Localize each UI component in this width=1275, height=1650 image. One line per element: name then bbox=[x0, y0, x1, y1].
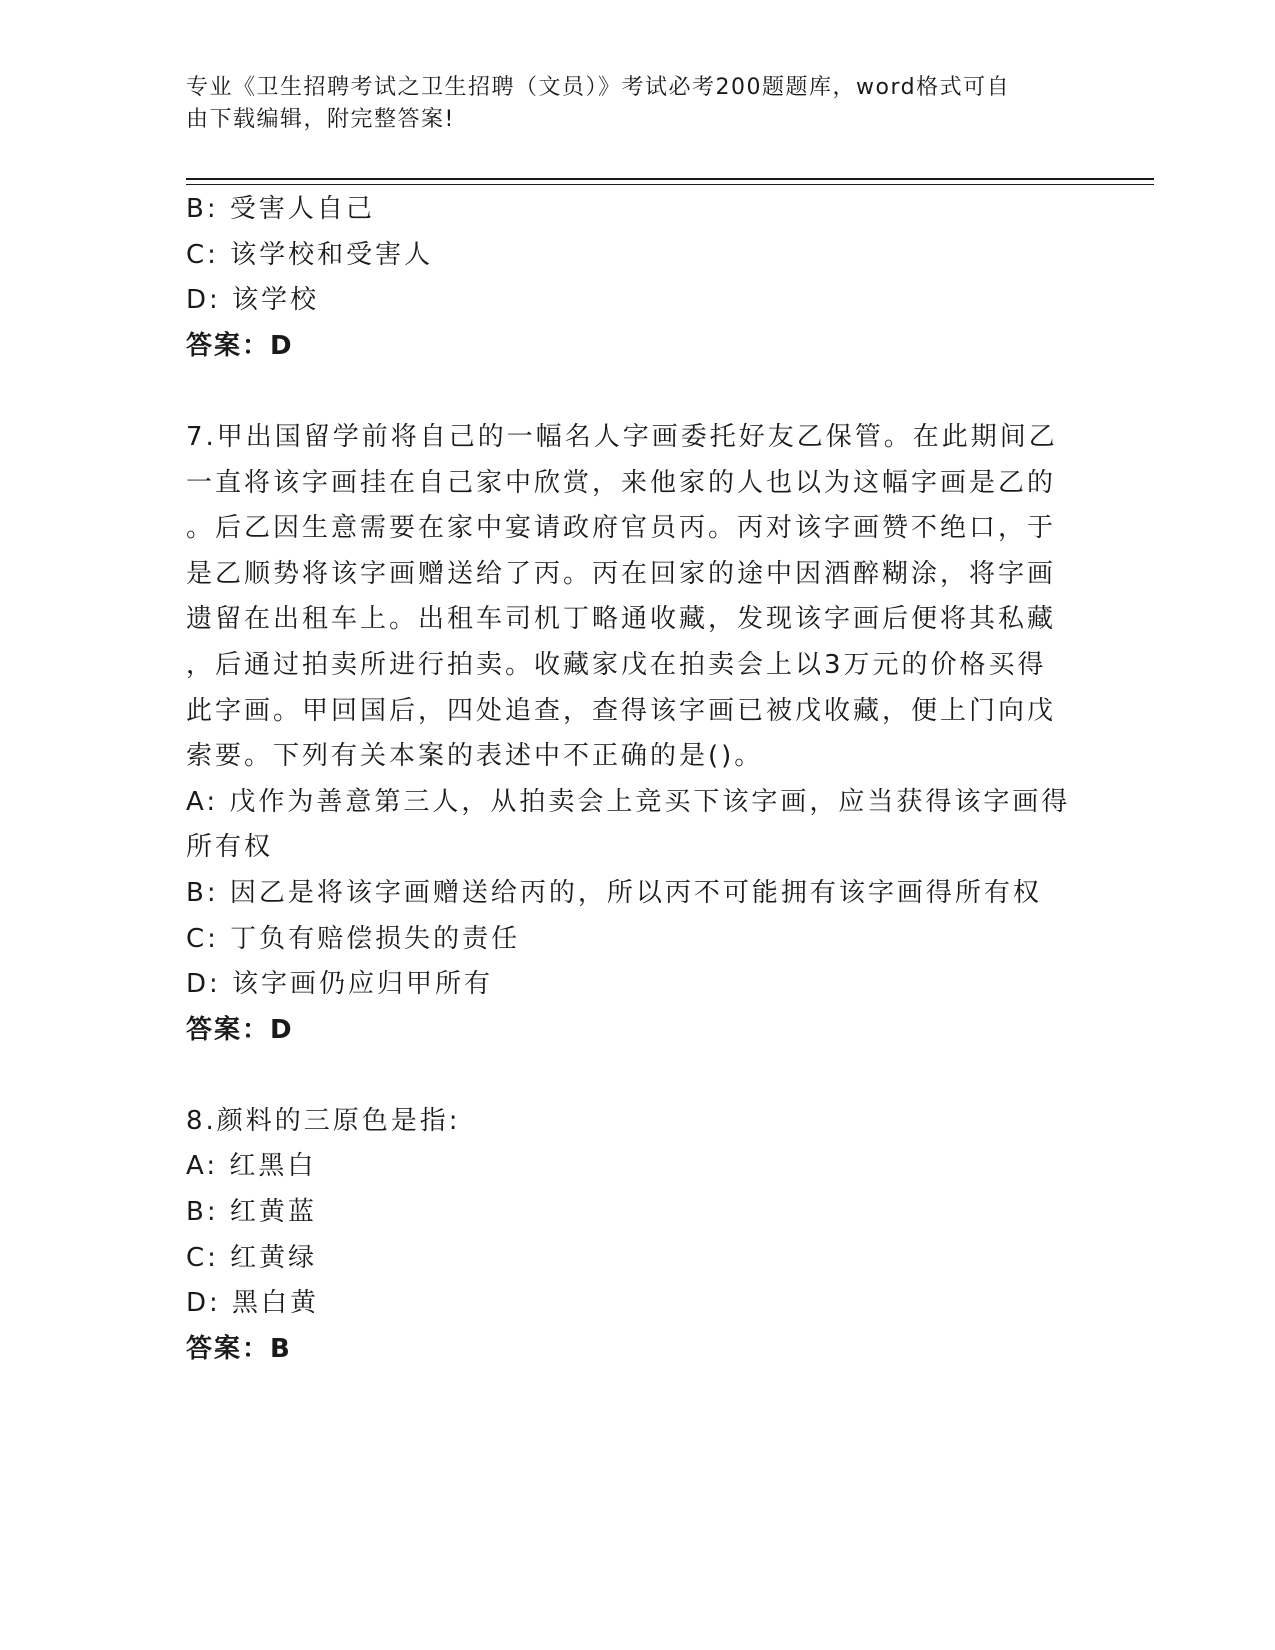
question-stem-line: 。后乙因生意需要在家中宴请政府官员丙。丙对该字画赞不绝口，于 bbox=[186, 513, 1057, 544]
option-c: C: 红黄绿 bbox=[186, 1242, 318, 1273]
option-c: C: 丁负有赔偿损失的责任 bbox=[186, 923, 521, 954]
spacer bbox=[186, 1053, 1086, 1099]
question-stem-line: 索要。下列有关本案的表述中不正确的是()。 bbox=[186, 741, 764, 772]
option-b: B: 因乙是将该字画赠送给丙的，所以丙不可能拥有该字画得所有权 bbox=[186, 877, 1042, 908]
answer-line: 答案：D bbox=[186, 330, 294, 361]
page-header bbox=[186, 72, 1076, 136]
header-divider-thin bbox=[186, 184, 1154, 185]
question-content bbox=[186, 187, 1086, 1372]
question-stem-line: ，后通过拍卖所进行拍卖。收藏家戊在拍卖会上以3万元的价格买得 bbox=[186, 649, 1047, 680]
prev-question-block bbox=[186, 187, 1086, 369]
option-c: C: 该学校和受害人 bbox=[186, 239, 434, 270]
question-stem-line: 遗留在出租车上。出租车司机丁略通收藏，发现该字画后便将其私藏 bbox=[186, 604, 1057, 635]
question-stem-line: 是乙顺势将该字画赠送给了丙。丙在回家的途中因酒醉糊涂，将字画 bbox=[186, 558, 1057, 589]
header-line-1: 专业《卫生招聘考试之卫生招聘（文员）》考试必考200题题库，word格式可自 bbox=[186, 75, 1011, 100]
question-stem-line: 7.甲出国留学前将自己的一幅名人字画委托好友乙保管。在此期间乙 bbox=[186, 421, 1058, 452]
answer-line: 答案：D bbox=[186, 1014, 294, 1045]
option-b: B: 红黄蓝 bbox=[186, 1197, 317, 1228]
answer-line: 答案：B bbox=[186, 1333, 292, 1364]
question-stem: 8.颜料的三原色是指: bbox=[186, 1105, 461, 1136]
header-line-2: 由下载编辑，附完整答案! bbox=[186, 107, 455, 132]
option-d: D: 黑白黄 bbox=[186, 1288, 320, 1319]
option-a-continued: 所有权 bbox=[186, 832, 274, 863]
option-d: D: 该学校 bbox=[186, 285, 320, 316]
spacer bbox=[186, 369, 1086, 415]
option-b: B: 受害人自己 bbox=[186, 194, 375, 224]
question-7-block bbox=[186, 415, 1086, 1053]
question-stem-line: 此字画。甲回国后，四处追查，查得该字画已被戊收藏，便上门向戊 bbox=[186, 695, 1057, 726]
option-d: D: 该字画仍应归甲所有 bbox=[186, 969, 494, 1000]
option-a: A: 戊作为善意第三人，从拍卖会上竞买下该字画，应当获得该字画得 bbox=[186, 786, 1071, 817]
header-divider-thick bbox=[186, 178, 1154, 180]
question-stem-line: 一直将该字画挂在自己家中欣赏，来他家的人也以为这幅字画是乙的 bbox=[186, 467, 1057, 498]
question-8-block bbox=[186, 1099, 1086, 1373]
option-a: A: 红黑白 bbox=[186, 1151, 317, 1182]
